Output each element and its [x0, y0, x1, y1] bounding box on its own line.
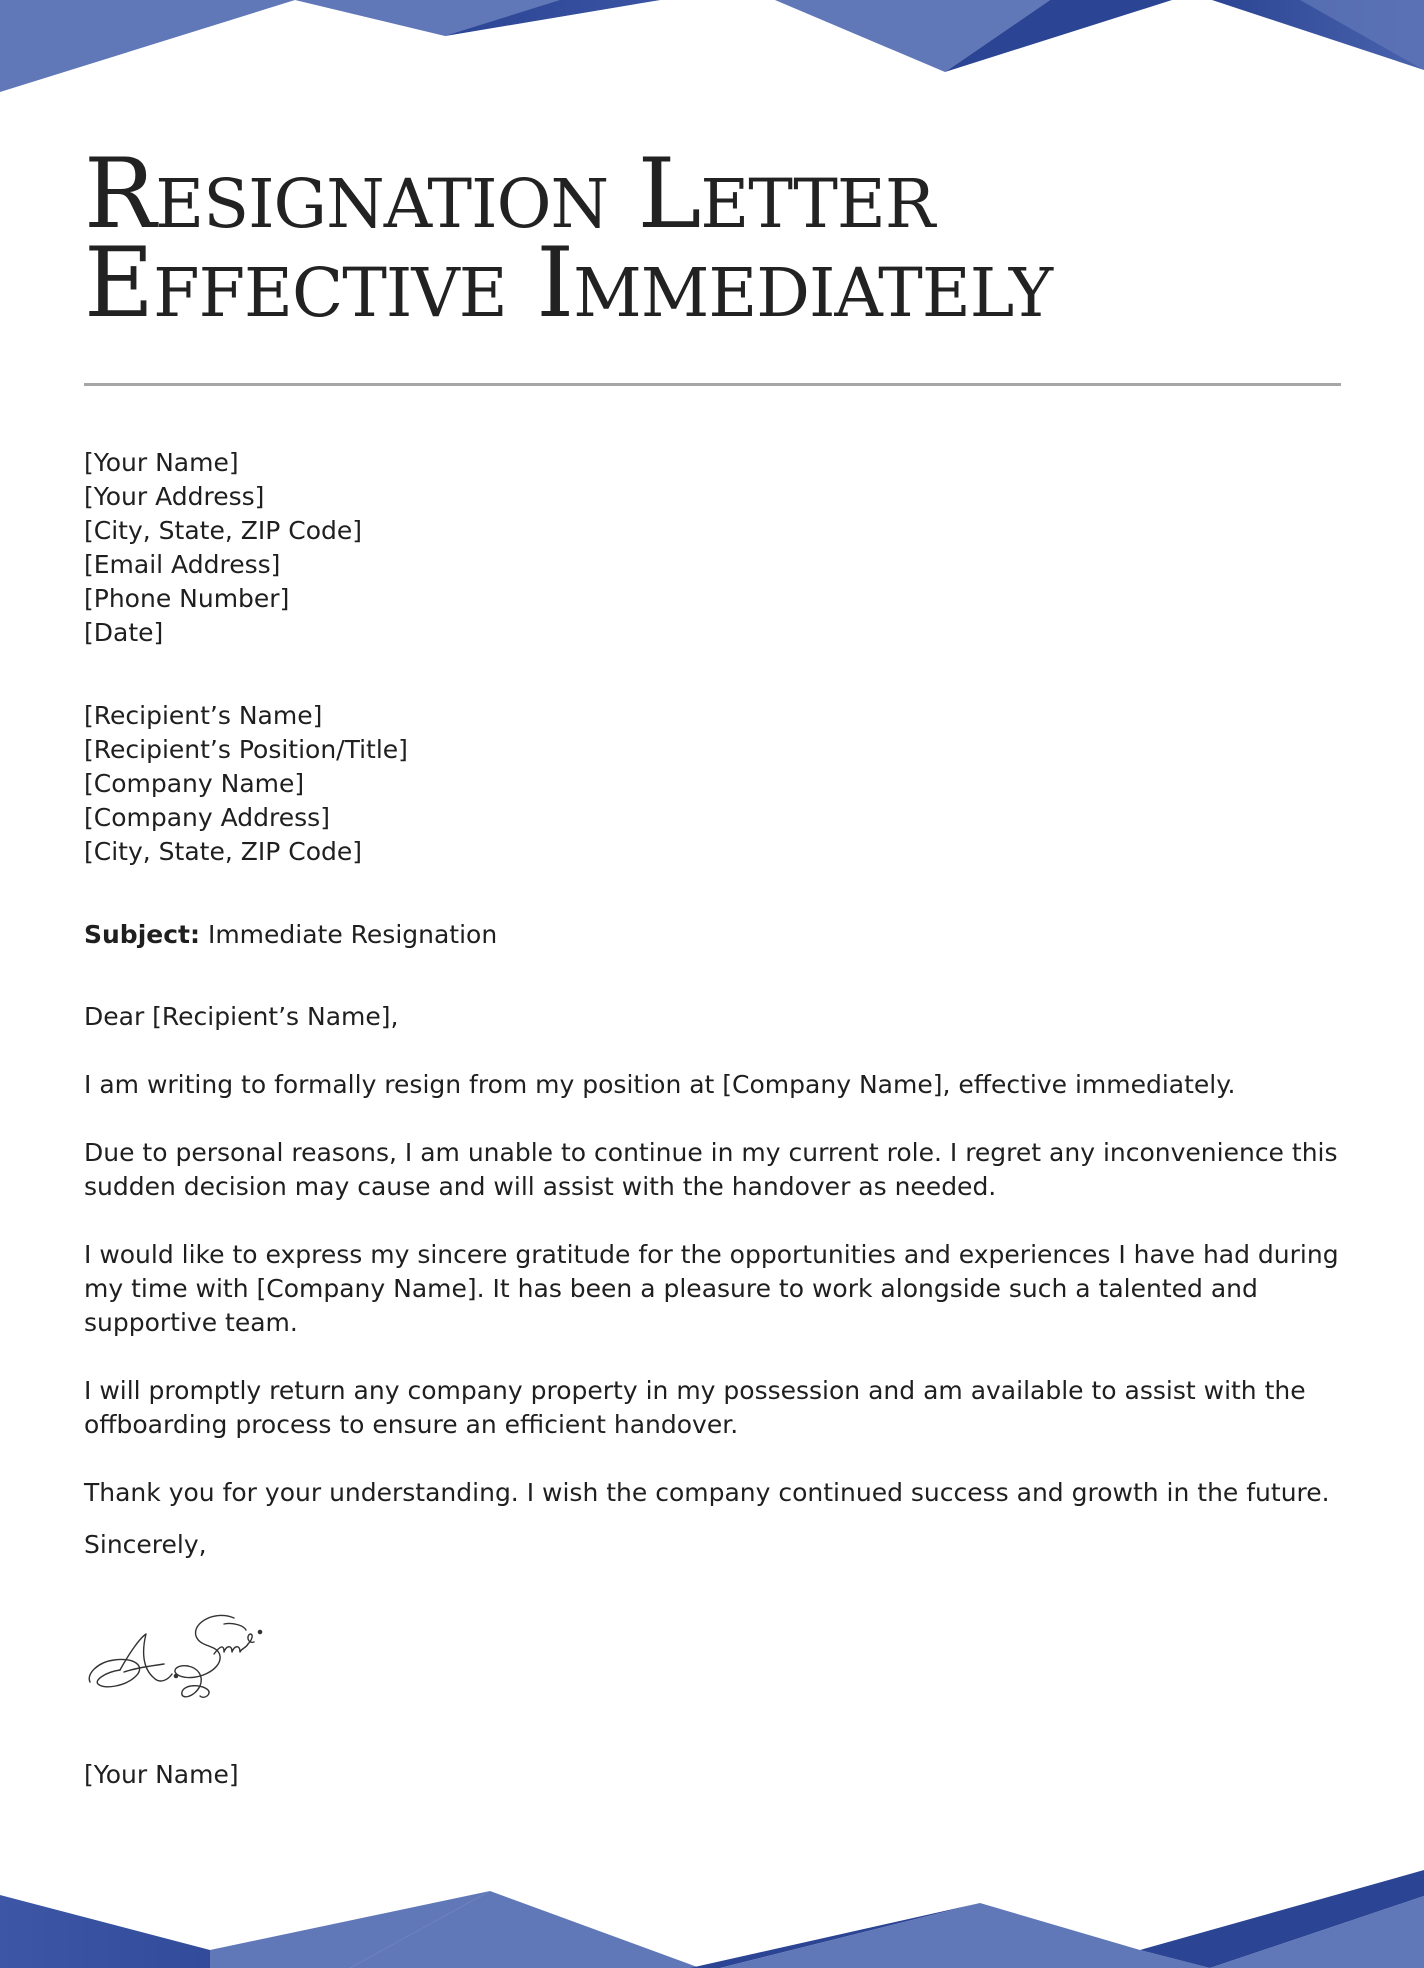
greeting: Dear [Recipient’s Name], [84, 1002, 399, 1031]
recipient-company-address: [Company Address] [84, 803, 330, 832]
subject-value: Immediate Resignation [207, 920, 498, 949]
sender-name: [Your Name] [84, 448, 239, 477]
subject-label: Subject: [84, 920, 200, 949]
title-line-1: Resignation Letter [84, 138, 935, 250]
body-paragraph-3: I would like to express my sincere gratitude for the opportunities and experiences I have had during my time with [Company Name]. It has been a pleasure to work alongside such a talented and supportive team. [84, 1240, 1339, 1337]
sender-phone: [Phone Number] [84, 584, 290, 613]
sender-city: [City, State, ZIP Code] [84, 516, 362, 545]
subject-line [84, 918, 1349, 952]
recipient-city: [City, State, ZIP Code] [84, 837, 362, 866]
recipient-name: [Recipient’s Name] [84, 701, 323, 730]
top-decorative-banner [0, 0, 1424, 100]
title-line-2: Effective Immediately [84, 227, 1053, 339]
page-title [84, 138, 1334, 339]
horizontal-divider [84, 383, 1341, 386]
sender-email: [Email Address] [84, 550, 281, 579]
body-paragraph-5: Thank you for your understanding. I wish the company continued success and growth in the future. [84, 1478, 1330, 1507]
sender-block [84, 446, 1349, 650]
bottom-decorative-banner [0, 1848, 1424, 1968]
recipient-position: [Recipient’s Position/Title] [84, 735, 408, 764]
signature-name: [Your Name] [84, 1760, 239, 1789]
body-paragraph-4: I will promptly return any company property in my possession and am available to assist with the offboarding process to ensure an efficient handover. [84, 1376, 1306, 1439]
recipient-company: [Company Name] [84, 769, 305, 798]
closing: Sincerely, [84, 1530, 207, 1559]
body-paragraph-2: Due to personal reasons, I am unable to continue in my current role. I regret any inconvenience this sudden decision may cause and will assist with the handover as needed. [84, 1138, 1338, 1201]
handwritten-signature [84, 1604, 274, 1714]
sender-address: [Your Address] [84, 482, 265, 511]
body-paragraph-1: I am writing to formally resign from my position at [Company Name], effective immediately. [84, 1070, 1236, 1099]
bottom-shape-5 [720, 1903, 1210, 1968]
recipient-block [84, 699, 1349, 869]
sender-date: [Date] [84, 618, 164, 647]
